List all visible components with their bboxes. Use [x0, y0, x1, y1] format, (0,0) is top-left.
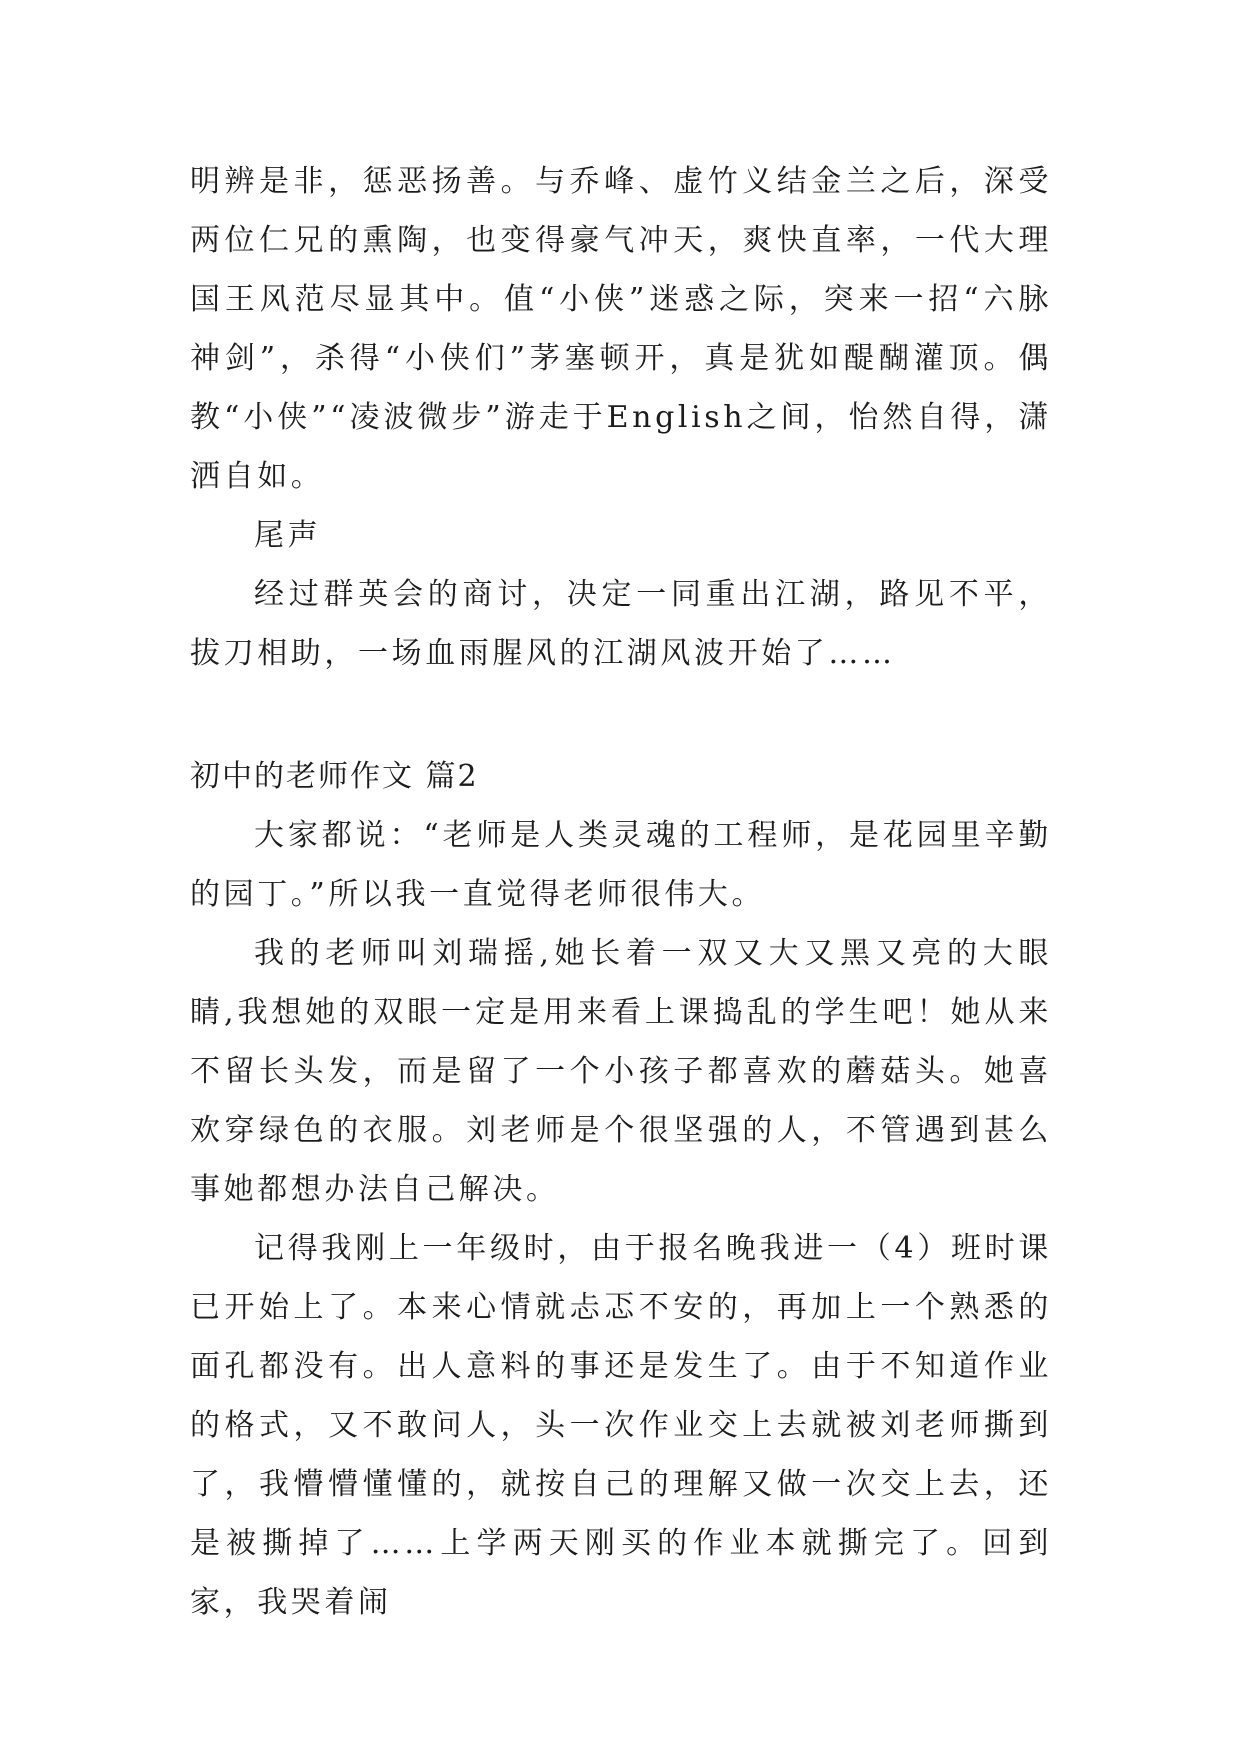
paragraph-duanyu-description: 明辨是非，惩恶扬善。与乔峰、虚竹义结金兰之后，深受两位仁兄的熏陶，也变得豪气冲天，爽快直率，一代大理国王风范尽显其中。值“小侠”迷惑之际，突来一招“六脉神剑”，杀得“小侠们”茅塞顿开，真是犹如醍醐灌顶。偶教“小侠”“凌波微步”游走于English之间，怡然自得，潇洒自如。 [190, 164, 1052, 494]
epilogue-label: 尾声 [254, 518, 322, 553]
section-gap [190, 683, 1052, 747]
paragraph-teacher-description: 我的老师叫刘瑞摇,她长着一双又大又黑又亮的大眼睛,我想她的双眼一定是用来看上课捣乱的学生吧！她从来不留长头发，而是留了一个小孩子都喜欢的蘑菇头。她喜欢穿绿色的衣服。刘老师是个很坚强的人，不管遇到甚么事她都想办法自己解决。 [190, 936, 1052, 1207]
paragraph-intro: 大家都说：“老师是人类灵魂的工程师，是花园里辛勤的园丁。”所以我一直觉得老师很伟大。 [190, 818, 1052, 912]
document-body [190, 152, 1052, 1632]
essay-title: 初中的老师作文 篇2 [190, 759, 479, 794]
paragraph-epilogue: 经过群英会的商讨，决定一同重出江湖，路见不平，拔刀相助，一场血雨腥风的江湖风波开始了…… [190, 577, 1052, 671]
paragraph-first-grade-memory: 记得我刚上一年级时，由于报名晚我进一（4）班时课已开始上了。本来心情就忐忑不安的，再加上一个熟悉的面孔都没有。出人意料的事还是发生了。由于不知道作业的格式，又不敢问人，头一次作业交上去就被刘老师撕到了，我懵懵懂懂的，就按自己的理解又做一次交上去，还是被撕掉了……上学两天刚买的作业本就撕完了。回到家，我哭着闹 [190, 1231, 1052, 1620]
